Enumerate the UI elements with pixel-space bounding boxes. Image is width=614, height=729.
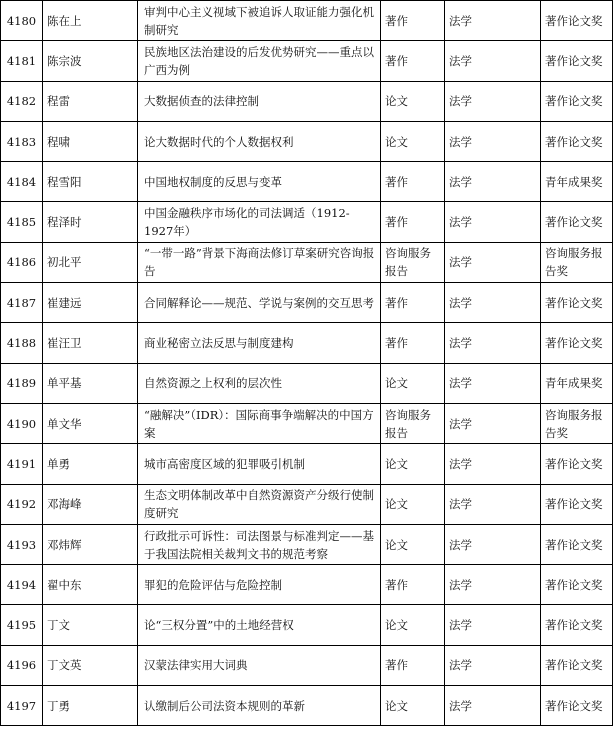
- author-name-cell: 陈在上: [43, 1, 138, 41]
- row-number-cell: 4196: [1, 645, 43, 685]
- table-body: [1, 1, 613, 726]
- row-number-cell: 4181: [1, 41, 43, 81]
- award-category-cell: 著作论文奖: [541, 81, 613, 121]
- award-category-cell: 著作论文奖: [541, 283, 613, 323]
- work-title-cell: 民族地区法治建设的后发优势研究——重点以广西为例: [138, 41, 381, 81]
- author-name-cell: 崔建远: [43, 283, 138, 323]
- work-title-cell: 城市高密度区域的犯罪吸引机制: [138, 444, 381, 484]
- author-name-cell: 程雪阳: [43, 162, 138, 202]
- table-row: [1, 242, 613, 282]
- table-row: [1, 403, 613, 443]
- discipline-cell: 法学: [445, 645, 541, 685]
- work-title-cell: 审判中心主义视域下被追诉人取证能力强化机制研究: [138, 1, 381, 41]
- work-title-cell: 行政批示可诉性：司法图景与标准判定——基于我国法院相关裁判文书的规范考察: [138, 524, 381, 564]
- table-row: [1, 81, 613, 121]
- table-row: [1, 484, 613, 524]
- row-number-cell: 4188: [1, 323, 43, 363]
- work-title-cell: 中国地权制度的反思与变革: [138, 162, 381, 202]
- award-category-cell: 著作论文奖: [541, 484, 613, 524]
- work-title-cell: 汉蒙法律实用大词典: [138, 645, 381, 685]
- table-row: [1, 605, 613, 645]
- work-type-cell: 著作: [381, 283, 445, 323]
- work-type-cell: 著作: [381, 202, 445, 242]
- award-category-cell: 著作论文奖: [541, 524, 613, 564]
- row-number-cell: 4194: [1, 565, 43, 605]
- discipline-cell: 法学: [445, 1, 541, 41]
- row-number-cell: 4192: [1, 484, 43, 524]
- work-type-cell: 论文: [381, 686, 445, 726]
- table-row: [1, 363, 613, 403]
- work-title-cell: 论“三权分置”中的土地经营权: [138, 605, 381, 645]
- award-category-cell: 著作论文奖: [541, 565, 613, 605]
- author-name-cell: 丁文英: [43, 645, 138, 685]
- discipline-cell: 法学: [445, 202, 541, 242]
- row-number-cell: 4195: [1, 605, 43, 645]
- work-type-cell: 著作: [381, 645, 445, 685]
- award-category-cell: 咨询服务报告奖: [541, 403, 613, 443]
- author-name-cell: 丁文: [43, 605, 138, 645]
- table-row: [1, 524, 613, 564]
- table-row: [1, 645, 613, 685]
- work-type-cell: 著作: [381, 162, 445, 202]
- work-type-cell: 论文: [381, 121, 445, 161]
- author-name-cell: 邓炜辉: [43, 524, 138, 564]
- table-row: [1, 323, 613, 363]
- author-name-cell: 程啸: [43, 121, 138, 161]
- row-number-cell: 4190: [1, 403, 43, 443]
- author-name-cell: 单勇: [43, 444, 138, 484]
- discipline-cell: 法学: [445, 403, 541, 443]
- discipline-cell: 法学: [445, 323, 541, 363]
- row-number-cell: 4184: [1, 162, 43, 202]
- work-type-cell: 著作: [381, 565, 445, 605]
- discipline-cell: 法学: [445, 565, 541, 605]
- work-title-cell: 认缴制后公司法资本规则的革新: [138, 686, 381, 726]
- work-type-cell: 论文: [381, 524, 445, 564]
- award-category-cell: 著作论文奖: [541, 645, 613, 685]
- work-type-cell: 论文: [381, 363, 445, 403]
- table-row: [1, 1, 613, 41]
- work-type-cell: 著作: [381, 323, 445, 363]
- row-number-cell: 4191: [1, 444, 43, 484]
- work-title-cell: 论大数据时代的个人数据权利: [138, 121, 381, 161]
- work-type-cell: 论文: [381, 484, 445, 524]
- award-category-cell: 著作论文奖: [541, 202, 613, 242]
- award-category-cell: 著作论文奖: [541, 686, 613, 726]
- award-category-cell: 咨询服务报告奖: [541, 242, 613, 282]
- row-number-cell: 4182: [1, 81, 43, 121]
- discipline-cell: 法学: [445, 605, 541, 645]
- author-name-cell: 崔汪卫: [43, 323, 138, 363]
- row-number-cell: 4189: [1, 363, 43, 403]
- table-row: [1, 565, 613, 605]
- award-category-cell: 著作论文奖: [541, 605, 613, 645]
- row-number-cell: 4197: [1, 686, 43, 726]
- work-type-cell: 咨询服务报告: [381, 403, 445, 443]
- work-title-cell: 中国金融秩序市场化的司法调适（1912-1927年）: [138, 202, 381, 242]
- discipline-cell: 法学: [445, 524, 541, 564]
- table-row: [1, 283, 613, 323]
- discipline-cell: 法学: [445, 363, 541, 403]
- award-category-cell: 著作论文奖: [541, 1, 613, 41]
- row-number-cell: 4187: [1, 283, 43, 323]
- work-title-cell: 自然资源之上权利的层次性: [138, 363, 381, 403]
- work-title-cell: 合同解释论——规范、学说与案例的交互思考: [138, 283, 381, 323]
- author-name-cell: 丁勇: [43, 686, 138, 726]
- discipline-cell: 法学: [445, 484, 541, 524]
- award-category-cell: 著作论文奖: [541, 41, 613, 81]
- author-name-cell: 翟中东: [43, 565, 138, 605]
- discipline-cell: 法学: [445, 242, 541, 282]
- work-type-cell: 论文: [381, 444, 445, 484]
- award-category-cell: 著作论文奖: [541, 121, 613, 161]
- discipline-cell: 法学: [445, 81, 541, 121]
- work-type-cell: 著作: [381, 41, 445, 81]
- row-number-cell: 4186: [1, 242, 43, 282]
- table-row: [1, 202, 613, 242]
- discipline-cell: 法学: [445, 121, 541, 161]
- table-row: [1, 41, 613, 81]
- work-type-cell: 论文: [381, 605, 445, 645]
- table-row: [1, 162, 613, 202]
- row-number-cell: 4180: [1, 1, 43, 41]
- table-row: [1, 121, 613, 161]
- table-row: [1, 686, 613, 726]
- work-title-cell: 生态文明体制改革中自然资源资产分级行使制度研究: [138, 484, 381, 524]
- work-title-cell: 罪犯的危险评估与危险控制: [138, 565, 381, 605]
- table-row: [1, 444, 613, 484]
- award-category-cell: 青年成果奖: [541, 162, 613, 202]
- work-type-cell: 咨询服务报告: [381, 242, 445, 282]
- work-type-cell: 论文: [381, 81, 445, 121]
- work-title-cell: 大数据侦查的法律控制: [138, 81, 381, 121]
- work-type-cell: 著作: [381, 1, 445, 41]
- work-title-cell: “融解决”（IDR）：国际商事争端解决的中国方案: [138, 403, 381, 443]
- discipline-cell: 法学: [445, 162, 541, 202]
- award-category-cell: 著作论文奖: [541, 444, 613, 484]
- author-name-cell: 初北平: [43, 242, 138, 282]
- author-name-cell: 陈宗波: [43, 41, 138, 81]
- work-title-cell: “一带一路”背景下海商法修订草案研究咨询报告: [138, 242, 381, 282]
- author-name-cell: 单平基: [43, 363, 138, 403]
- row-number-cell: 4193: [1, 524, 43, 564]
- row-number-cell: 4185: [1, 202, 43, 242]
- author-name-cell: 单文华: [43, 403, 138, 443]
- author-name-cell: 邓海峰: [43, 484, 138, 524]
- award-category-cell: 青年成果奖: [541, 363, 613, 403]
- discipline-cell: 法学: [445, 41, 541, 81]
- author-name-cell: 程雷: [43, 81, 138, 121]
- work-title-cell: 商业秘密立法反思与制度建构: [138, 323, 381, 363]
- discipline-cell: 法学: [445, 686, 541, 726]
- discipline-cell: 法学: [445, 283, 541, 323]
- row-number-cell: 4183: [1, 121, 43, 161]
- award-category-cell: 著作论文奖: [541, 323, 613, 363]
- author-name-cell: 程泽时: [43, 202, 138, 242]
- discipline-cell: 法学: [445, 444, 541, 484]
